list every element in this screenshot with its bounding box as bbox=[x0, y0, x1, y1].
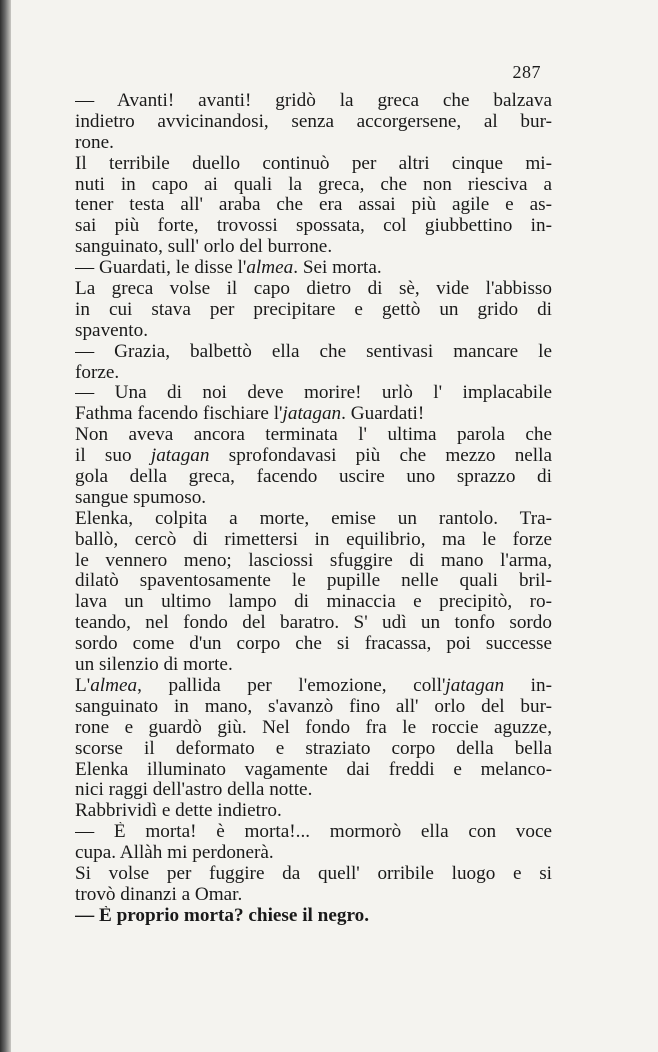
text-run: L' bbox=[75, 675, 91, 696]
text-line bbox=[75, 279, 552, 300]
text-run: — Grazia, balbettò ella che sentivasi mancare le bbox=[75, 341, 552, 362]
text-line bbox=[75, 906, 552, 927]
text-line bbox=[75, 760, 552, 781]
text-run: forze. bbox=[75, 362, 120, 383]
text-line bbox=[75, 321, 552, 342]
text-line bbox=[75, 237, 552, 258]
text-run: il suo bbox=[75, 446, 151, 467]
text-run: Elenka illuminato vagamente dai freddi e melanco- bbox=[75, 759, 552, 780]
text-line bbox=[75, 530, 552, 551]
text-run: trovò dinanzi a Omar. bbox=[75, 884, 243, 905]
text-run: — È morta! è morta!... mormorò ella con voce bbox=[75, 822, 552, 843]
text-line bbox=[75, 739, 552, 760]
text-run: in- bbox=[504, 675, 552, 696]
text-run: sangue spumoso. bbox=[75, 487, 207, 508]
text-run: spavento. bbox=[75, 320, 149, 341]
text-line bbox=[75, 780, 552, 801]
text-line bbox=[75, 843, 552, 864]
text-run: La greca volse il capo dietro di sè, vide l'abbisso bbox=[75, 279, 552, 300]
text-line bbox=[75, 488, 552, 509]
text-run: cupa. Allàh mi perdonerà. bbox=[75, 843, 274, 864]
text-run: Elenka, colpita a morte, emise un rantolo. Tra- bbox=[75, 508, 552, 529]
text-line bbox=[75, 446, 552, 467]
text-run: nici raggi dell'astro della notte. bbox=[75, 780, 313, 801]
text-line bbox=[75, 592, 552, 613]
text-line bbox=[75, 133, 552, 154]
text-run: Rabbrividì e dette indietro. bbox=[75, 801, 282, 822]
text-line bbox=[75, 655, 552, 676]
text-run: sanguinato, sull' orlo del burrone. bbox=[75, 237, 333, 258]
text-line bbox=[75, 216, 552, 237]
text-line bbox=[75, 467, 552, 488]
text-run: ballò, cercò di rimettersi in equilibrio, ma le forze bbox=[75, 529, 552, 550]
text-line bbox=[75, 801, 552, 822]
text-line bbox=[75, 634, 552, 655]
text-run: gola della greca, facendo uscire uno sprazzo di bbox=[75, 467, 552, 488]
text-run: — Una di noi deve morire! urlò l' implacabile bbox=[75, 383, 552, 404]
text-line bbox=[75, 258, 552, 279]
text-line bbox=[75, 613, 552, 634]
text-run: scorse il deformato e straziato corpo della bella bbox=[75, 738, 552, 759]
text-line bbox=[75, 885, 552, 906]
text-run: in cui stava per precipitare e gettò un grido di bbox=[75, 299, 552, 320]
text-line bbox=[75, 571, 552, 592]
text-run: sanguinato in mano, s'avanzò fino all' orlo del bur- bbox=[75, 696, 552, 717]
text-line bbox=[75, 404, 552, 425]
text-run: sai più forte, trovossi spossata, col giubbettino in- bbox=[75, 216, 552, 237]
text-run: — Guardati, le disse l' bbox=[75, 258, 247, 279]
text-run: sordo come d'un corpo che si fracassa, poi successe bbox=[75, 634, 552, 655]
text-line bbox=[75, 864, 552, 885]
text-run: indietro avvicinandosi, senza accorgersene, al bur- bbox=[75, 111, 552, 132]
text-line bbox=[75, 300, 552, 321]
text-line bbox=[75, 509, 552, 530]
text-run: sprofondavasi più che mezzo nella bbox=[209, 446, 552, 467]
text-run: teando, nel fondo del baratro. S' udì un tonfo sordo bbox=[75, 613, 552, 634]
text-line bbox=[75, 175, 552, 196]
italic-word: almea bbox=[90, 675, 138, 696]
text-run: . Sei morta. bbox=[293, 258, 382, 279]
text-run: rone. bbox=[75, 132, 114, 153]
italic-word: jatagan bbox=[445, 675, 505, 696]
text-line bbox=[75, 425, 552, 446]
text-run: Si volse per fuggire da quell' orribile luogo e si bbox=[75, 863, 552, 884]
text-run: . Guardati! bbox=[341, 404, 425, 425]
text-run: dilatò spaventosamente le pupille nelle quali bril- bbox=[75, 571, 552, 592]
text-run: rone e guardò giù. Nel fondo fra le roccie aguzze, bbox=[75, 717, 552, 738]
text-line bbox=[75, 112, 552, 133]
text-line bbox=[75, 342, 552, 363]
text-line bbox=[75, 363, 552, 384]
text-run: , pallida per l'emozione, coll' bbox=[137, 675, 446, 696]
text-run: Il terribile duello continuò per altri cinque mi- bbox=[75, 153, 552, 174]
book-spine-shadow bbox=[0, 0, 11, 1052]
text-line bbox=[75, 676, 552, 697]
text-line bbox=[75, 697, 552, 718]
text-line bbox=[75, 91, 552, 112]
text-line bbox=[75, 822, 552, 843]
page-number: 287 bbox=[512, 62, 541, 82]
text-run: — È proprio morta? chiese il negro. bbox=[75, 905, 370, 926]
italic-word: almea bbox=[246, 258, 294, 279]
text-line bbox=[75, 154, 552, 175]
text-run: Non aveva ancora terminata l' ultima parola che bbox=[75, 425, 552, 446]
text-run: — Avanti! avanti! gridò la greca che balzava bbox=[75, 91, 552, 111]
text-run: un silenzio di morte. bbox=[75, 655, 233, 676]
text-run: lava un ultimo lampo di minaccia e precipitò, ro- bbox=[75, 592, 552, 613]
italic-word: jatagan bbox=[282, 404, 342, 425]
italic-word: jatagan bbox=[150, 446, 210, 467]
text-run: Fathma facendo fischiare l' bbox=[75, 404, 283, 425]
text-run: nuti in capo ai quali la greca, che non riesciva a bbox=[75, 174, 552, 195]
text-run: tener testa all' araba che era assai più agile e as- bbox=[75, 195, 552, 216]
text-line bbox=[75, 551, 552, 572]
text-line bbox=[75, 195, 552, 216]
text-line bbox=[75, 718, 552, 739]
text-run: le vennero meno; lasciossi sfuggire di mano l'arma, bbox=[75, 550, 552, 571]
text-line bbox=[75, 383, 552, 404]
page-text bbox=[75, 91, 552, 927]
